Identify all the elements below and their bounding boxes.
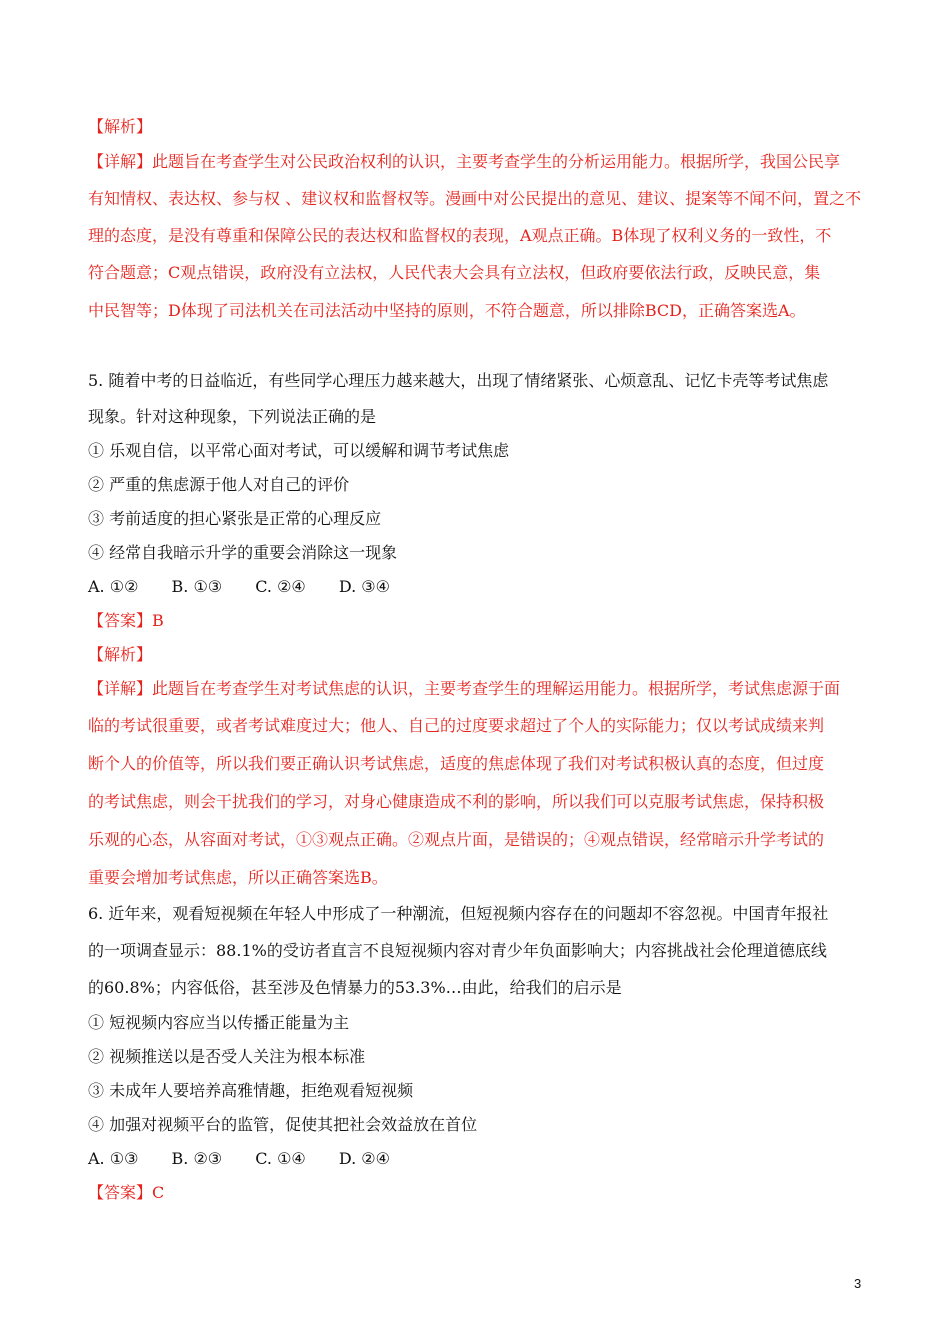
q6-statement: ③ 未成年人要培养高雅情趣，拒绝观看短视频 — [88, 1081, 414, 1100]
q5-detail-line: 临的考试很重要，或者考试难度过大；他人、自己的过度要求超过了个人的实际能力；仅以考试成绩来判 — [88, 716, 825, 735]
q4-detail-line: 符合题意；C观点错误，政府没有立法权，人民代表大会具有立法权，但政府要依法行政，反映民意，集 — [88, 263, 821, 282]
q4-detail-line: 理的态度，是没有尊重和保障公民的表达权和监督权的表现，A观点正确。B体现了权利义务的一致性，不 — [88, 226, 832, 245]
q5-detail-line: 乐观的心态，从容面对考试，①③观点正确。②观点片面，是错误的；④观点错误，经常暗示升学考试的 — [88, 830, 825, 849]
q6-option-b: B. ②③ — [171, 1149, 223, 1168]
q6-stem-line: 的一项调查显示：88.1%的受访者直言不良短视频内容对青少年负面影响大；内容挑战社会伦理道德底线 — [88, 941, 827, 960]
q5-stem-line: 5. 随着中考的日益临近，有些同学心理压力越来越大，出现了情绪紧张、心烦意乱、记忆卡壳等考试焦虑 — [88, 371, 829, 390]
q6-statement: ④ 加强对视频平台的监管，促使其把社会效益放在首位 — [88, 1115, 478, 1134]
q6-stem-line: 6. 近年来，观看短视频在年轻人中形成了一种潮流，但短视频内容存在的问题却不容忽视。中国青年报社 — [88, 904, 829, 923]
q5-statement: ③ 考前适度的担心紧张是正常的心理反应 — [88, 509, 382, 528]
q5-stem-line: 现象。针对这种现象，下列说法正确的是 — [88, 407, 377, 426]
q5-detail-line: 【详解】此题旨在考查学生对考试焦虑的认识，主要考查学生的理解运用能力。根据所学，考试焦虑源于面 — [88, 679, 841, 698]
q5-detail-line: 断个人的价值等，所以我们要正确认识考试焦虑，适度的焦虑体现了我们对考试积极认真的态度，但过度 — [88, 754, 825, 773]
q5-detail-line: 重要会增加考试焦虑，所以正确答案选B。 — [88, 868, 388, 887]
q5-statement: ① 乐观自信，以平常心面对考试，可以缓解和调节考试焦虑 — [88, 441, 510, 460]
q6-options — [88, 1148, 868, 1170]
q5-option-a: A. ①② — [88, 577, 139, 596]
q5-analysis-label: 【解析】 — [88, 645, 153, 664]
q4-analysis-label: 【解析】 — [88, 117, 153, 136]
q5-detail-line: 的考试焦虑，则会干扰我们的学习，对身心健康造成不利的影响，所以我们可以克服考试焦虑，保持积极 — [88, 792, 825, 811]
q5-option-d: D. ③④ — [338, 577, 390, 596]
q4-detail-line: 中民智等；D体现了司法机关在司法活动中坚持的原则，不符合题意，所以排除BCD，正确答案选A。 — [88, 301, 806, 320]
q6-option-a: A. ①③ — [88, 1149, 139, 1168]
q5-answer: 【答案】B — [88, 611, 164, 630]
q6-statement: ② 视频推送以是否受人关注为根本标准 — [88, 1047, 366, 1066]
q4-detail-line: 有知情权、表达权、参与权 、建议权和监督权等。漫画中对公民提出的意见、建议、提案等不闻不问，置之不 — [88, 189, 862, 208]
page-number: 3 — [854, 1276, 862, 1291]
q6-option-d: D. ②④ — [338, 1149, 390, 1168]
q5-option-b: B. ①③ — [171, 577, 223, 596]
q5-statement: ④ 经常自我暗示升学的重要会消除这一现象 — [88, 543, 398, 562]
q5-statement: ② 严重的焦虑源于他人对自己的评价 — [88, 475, 350, 494]
q6-stem-line: 的60.8%；内容低俗，甚至涉及色情暴力的53.3%…由此，给我们的启示是 — [88, 978, 622, 997]
q6-answer: 【答案】C — [88, 1183, 165, 1202]
q5-options — [88, 576, 868, 598]
q6-statement: ① 短视频内容应当以传播正能量为主 — [88, 1013, 350, 1032]
q4-detail-line: 【详解】此题旨在考查学生对公民政治权利的认识，主要考查学生的分析运用能力。根据所学，我国公民享 — [88, 152, 841, 171]
q5-option-c: C. ②④ — [255, 577, 306, 596]
q6-option-c: C. ①④ — [255, 1149, 306, 1168]
